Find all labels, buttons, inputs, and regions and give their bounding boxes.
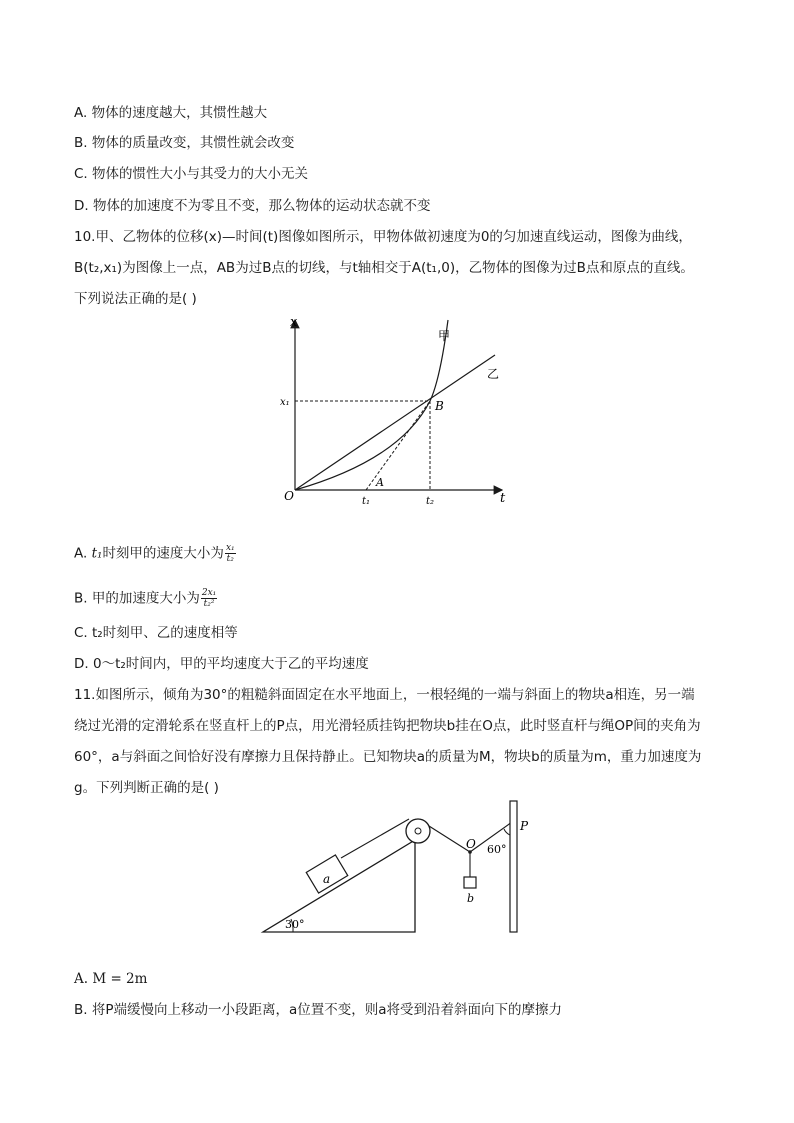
q11-stem-line1: 11.如图所示，倾角为30°的粗糙斜面固定在水平地面上，一根轻绳的一端与斜面上的物块a相连，另一端 bbox=[74, 687, 695, 703]
q10-stem-line2: B(t₂,x₁)为图像上一点，AB为过B点的切线，与t轴相交于A(t₁,0)，乙物体的图像为过B点和原点的直线。 bbox=[74, 260, 694, 276]
q10-option-b: B. 甲的加速度大小为 $\frac{\text{2x₁}}{\text{t₂²}}$ bbox=[74, 588, 217, 609]
q11-stem-line4: g。下列判断正确的是( ) bbox=[74, 780, 219, 796]
q11-stem-line3: 60°，a与斜面之间恰好没有摩擦力且保持静止。已知物块a的质量为M，物块b的质量为m，重力加速度为 bbox=[74, 749, 702, 765]
label-a: A bbox=[376, 476, 384, 489]
q11-stem-line2: 绕过光滑的定滑轮系在竖直杆上的P点，用光滑轻质挂钩把物块b挂在O点，此时竖直杆与绳OP间的夹角为 bbox=[74, 718, 701, 734]
label-o: O bbox=[466, 837, 476, 851]
label-origin: O bbox=[284, 489, 294, 503]
label-block-a: a bbox=[323, 872, 331, 886]
rope-a-pulley bbox=[341, 819, 409, 858]
label-x-axis: x bbox=[290, 315, 298, 330]
block-b bbox=[464, 877, 476, 888]
label-t-axis: t bbox=[500, 491, 506, 506]
pulley-inner bbox=[415, 828, 421, 834]
angle-arc-60 bbox=[504, 829, 510, 835]
label-yi: 乙 bbox=[487, 367, 500, 381]
q10-xt-graph bbox=[280, 310, 520, 510]
label-b: B bbox=[435, 399, 444, 413]
q10-stem-line1: 10.甲、乙物体的位移(x)—时间(t)图像如图所示，甲物体做初速度为0的匀加速直线运动，图像为曲线， bbox=[74, 229, 692, 245]
q10-option-d: D. 0～t₂时间内，甲的平均速度大于乙的平均速度 bbox=[74, 656, 369, 672]
curve-jia bbox=[295, 320, 451, 490]
label-t1: t₁ bbox=[362, 496, 371, 507]
line-yi bbox=[295, 355, 495, 490]
q11-incline-figure bbox=[255, 795, 545, 940]
label-block-b: b bbox=[467, 892, 475, 905]
label-30: 30° bbox=[285, 918, 305, 931]
q9-option-c: C. 物体的惯性大小与其受力的大小无关 bbox=[74, 166, 309, 182]
label-60: 60° bbox=[487, 843, 507, 856]
q11-option-b: B. 将P端缓慢向上移动一小段距离，a位置不变，则a将受到沿着斜面向下的摩擦力 bbox=[74, 1002, 563, 1018]
q9-option-b: B. 物体的质量改变，其惯性就会改变 bbox=[74, 135, 295, 151]
rope-pulley-o bbox=[429, 826, 470, 852]
q10-option-a: A. t₁时刻甲的速度大小为 $\frac{\text{x₁}}{\text{t₂}}$ bbox=[74, 543, 235, 564]
q11-option-a: A. M = 2m bbox=[74, 971, 148, 987]
label-p: P bbox=[520, 819, 529, 833]
label-jia: 甲 bbox=[438, 329, 451, 343]
q10-stem-line3: 下列说法正确的是( ) bbox=[74, 291, 197, 307]
label-t2: t₂ bbox=[426, 496, 435, 507]
label-x1: x₁ bbox=[280, 397, 290, 408]
q10-option-c: C. t₂时刻甲、乙的速度相等 bbox=[74, 625, 238, 641]
q9-option-a: A. 物体的速度越大，其惯性越大 bbox=[74, 105, 268, 121]
vertical-pole bbox=[510, 801, 517, 932]
q9-option-d: D. 物体的加速度不为零且不变，那么物体的运动状态就不变 bbox=[74, 198, 431, 214]
